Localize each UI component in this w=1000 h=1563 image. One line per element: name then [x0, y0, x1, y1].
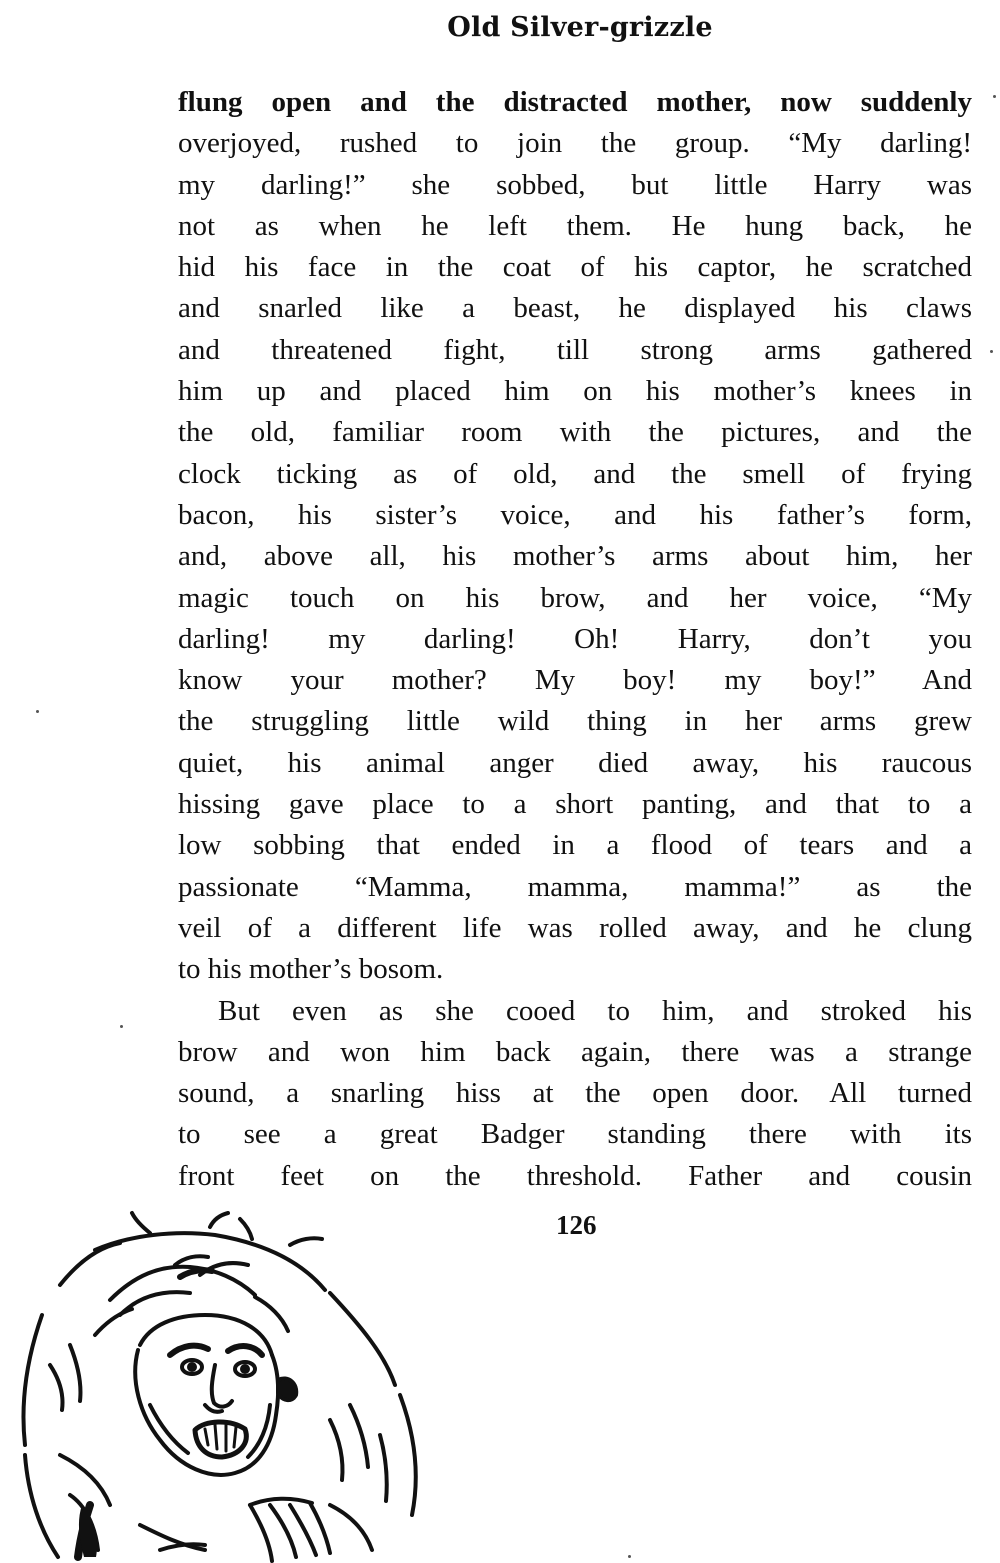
text-line: clock ticking as of old, and the smell of frying [178, 457, 972, 490]
text-line: him up and placed him on his mother’s knees in [178, 375, 972, 408]
badger-face-illustration [0, 1205, 470, 1563]
text-line: hissing gave place to a short panting, and that to a [178, 788, 972, 821]
text-line: the old, familiar room with the pictures, and the [178, 416, 972, 449]
text-line: front feet on the threshold. Father and cousin [178, 1159, 972, 1192]
text-line: not as when he left them. He hung back, he [178, 209, 972, 242]
text-line: and snarled like a beast, he displayed his claws [178, 292, 972, 325]
running-head: Old Silver-grizzle [447, 12, 713, 43]
text-line: veil of a different life was rolled away, and he clung [178, 911, 972, 944]
text-line: darling! my darling! Oh! Harry, don’t you [178, 622, 972, 655]
body-text [178, 82, 972, 1197]
text-line: passionate “Mamma, mamma, mamma!” as the [178, 870, 972, 903]
scan-speck [990, 350, 993, 353]
text-line: to see a great Badger standing there with its [178, 1118, 972, 1151]
text-line: and, above all, his mother’s arms about him, her [178, 540, 972, 573]
page-number: 126 [556, 1210, 597, 1240]
scan-speck [993, 95, 996, 98]
text-line: low sobbing that ended in a flood of tears and a [178, 829, 972, 862]
text-line: overjoyed, rushed to join the group. “My darling! [178, 127, 972, 160]
text-line: magic touch on his brow, and her voice, “My [178, 581, 972, 614]
text-line: the struggling little wild thing in her arms grew [178, 705, 972, 738]
scan-speck [628, 1555, 631, 1558]
text-line: But even as she cooed to him, and stroked his [218, 994, 972, 1027]
text-line: and threatened fight, till strong arms gathered [178, 333, 972, 366]
text-line: my darling!” she sobbed, but little Harry was [178, 168, 972, 201]
text-line: to his mother’s bosom. [178, 953, 444, 986]
text-line: flung open and the distracted mother, now suddenly [178, 86, 972, 118]
scan-speck [120, 1025, 123, 1028]
text-line: quiet, his animal anger died away, his raucous [178, 746, 972, 779]
text-line: sound, a snarling hiss at the open door. All turned [178, 1077, 972, 1110]
text-line: brow and won him back again, there was a strange [178, 1035, 972, 1068]
scan-speck [36, 710, 39, 713]
text-line: know your mother? My boy! my boy!” And [178, 664, 972, 697]
text-line: bacon, his sister’s voice, and his father’s form, [178, 498, 972, 531]
text-line: hid his face in the coat of his captor, he scratched [178, 251, 972, 284]
